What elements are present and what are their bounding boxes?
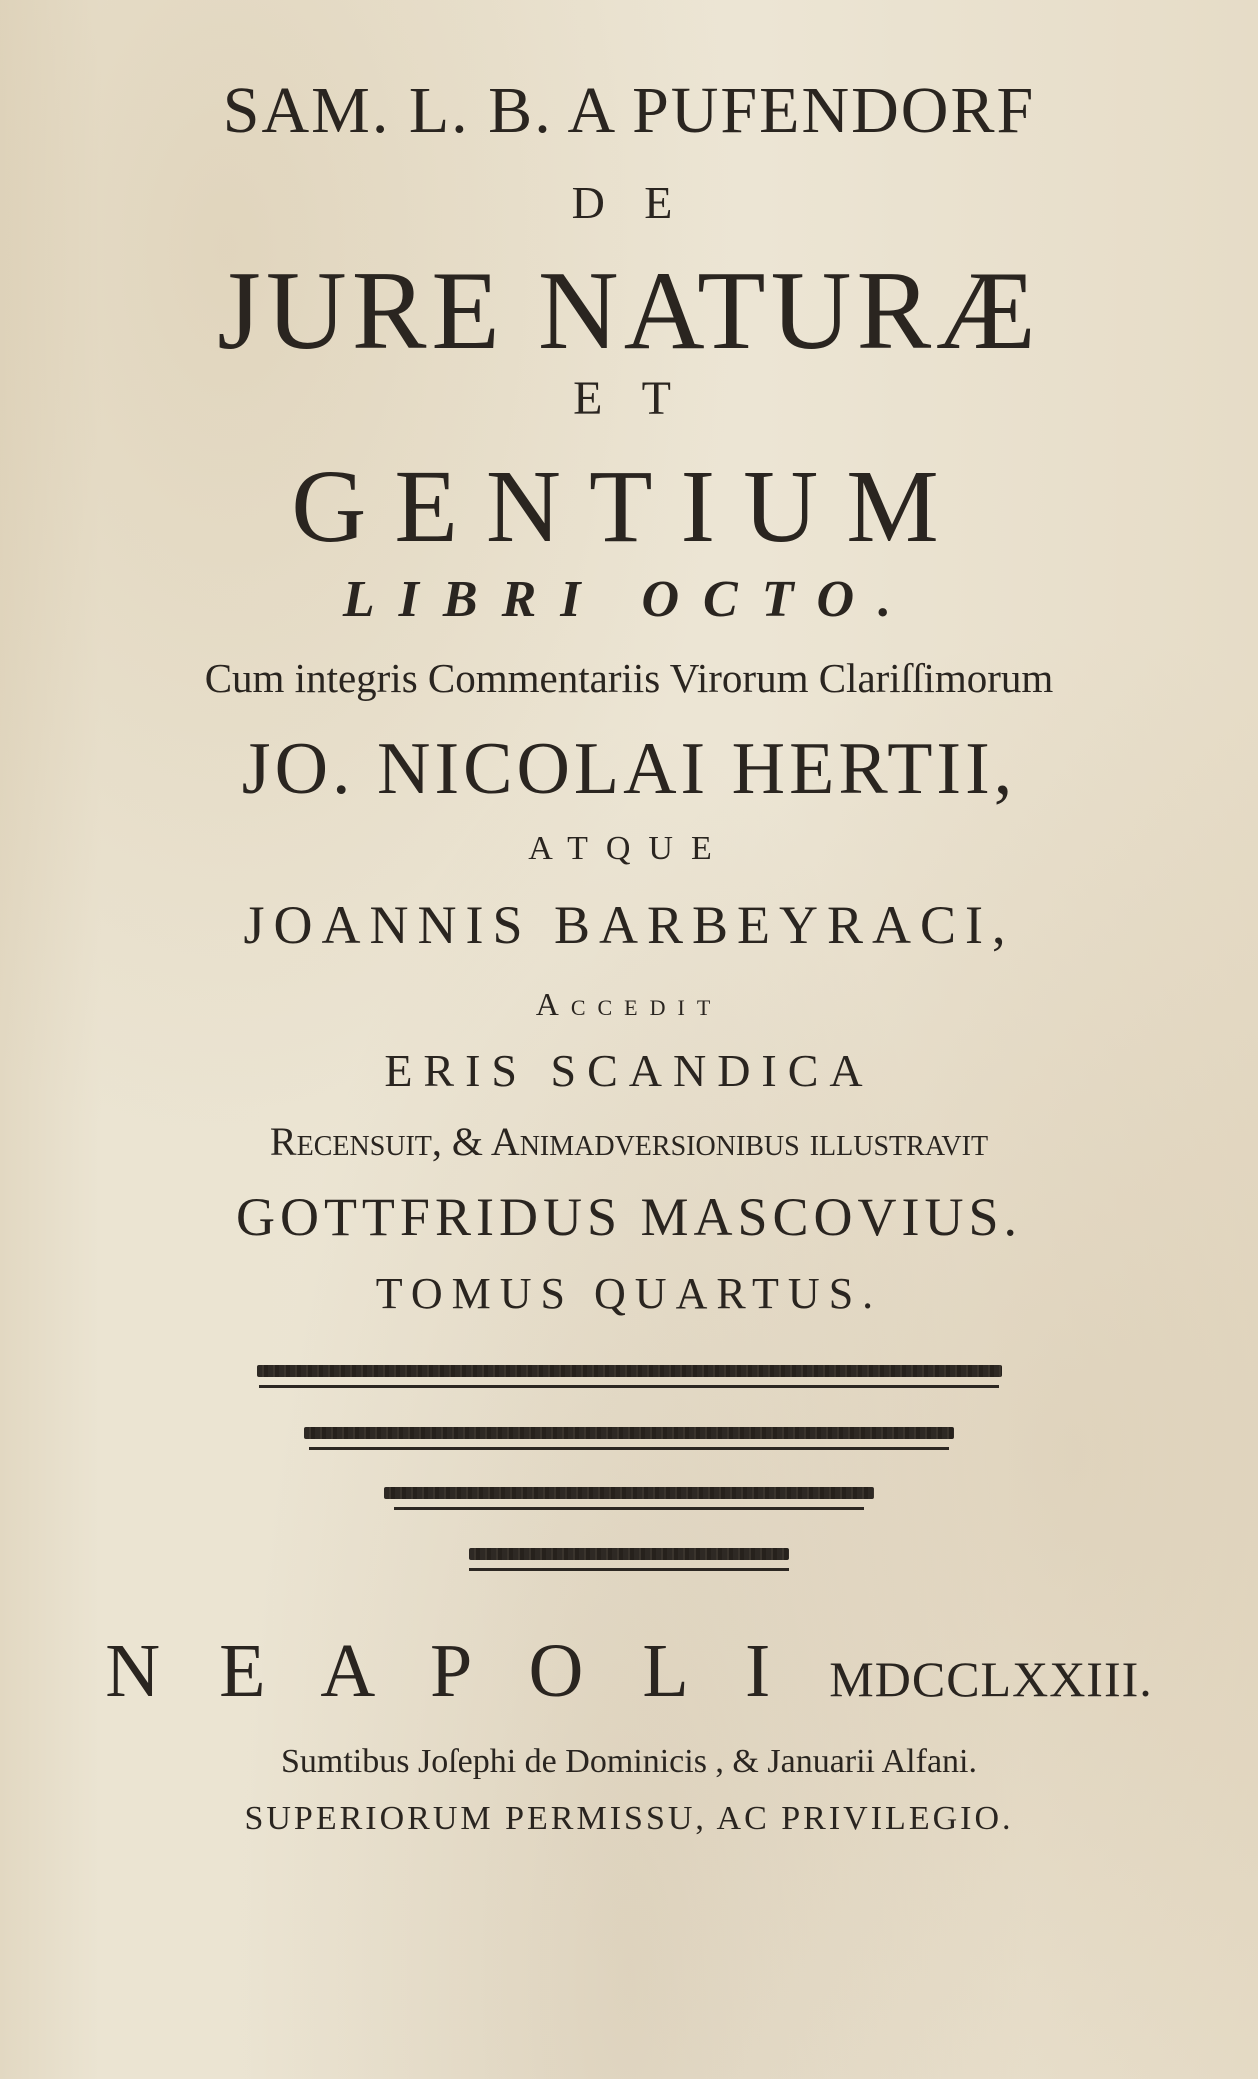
commentator-hertius: JO. NICOLAI HERTII, — [241, 728, 1017, 810]
ornamental-rule-4 — [0, 1548, 1258, 1571]
permission-line: SUPERIORUM PERMISSU, AC PRIVILEGIO. — [244, 1800, 1014, 1837]
recensuit-line: Recenſuit, & Animadverſionibus illuſtravit — [269, 1119, 989, 1164]
imprint-city: N E A P O L I — [105, 1629, 791, 1713]
commentary-line: Cum integris Commentariis Virorum Clariſſimorum — [204, 655, 1054, 701]
ornamental-rule-2 — [0, 1427, 1258, 1450]
commentator-barbeyrac: JOANNIS BARBEYRACI, — [243, 895, 1015, 955]
supplement-title: ERIS SCANDICA — [384, 1045, 874, 1096]
libri-octo: LIBRI OCTO. — [342, 571, 916, 628]
author-line: SAM. L. B. A PUFENDORF — [222, 74, 1036, 147]
accedit-line: Accedit — [535, 986, 723, 1022]
main-title: JURE NATURÆ — [217, 249, 1041, 373]
publishers-line: Sumtibus Joſephi de Dominicis , & Januarii Alfani. — [280, 1743, 977, 1780]
et-line: E T — [573, 372, 685, 425]
gentium-title: GENTIUM — [291, 449, 967, 564]
volume-line: TOMUS QUARTUS. — [375, 1269, 883, 1318]
imprint-line — [0, 1629, 1258, 1713]
editor-name: GOTTFRIDUS MASCOVIUS. — [235, 1187, 1023, 1247]
atque-line: ATQUE — [528, 830, 730, 867]
ornamental-rule-3 — [0, 1487, 1258, 1510]
de-line: D E — [571, 177, 687, 228]
ornamental-rule-1 — [0, 1365, 1258, 1388]
imprint-year: MDCCLXXIII. — [829, 1651, 1153, 1707]
